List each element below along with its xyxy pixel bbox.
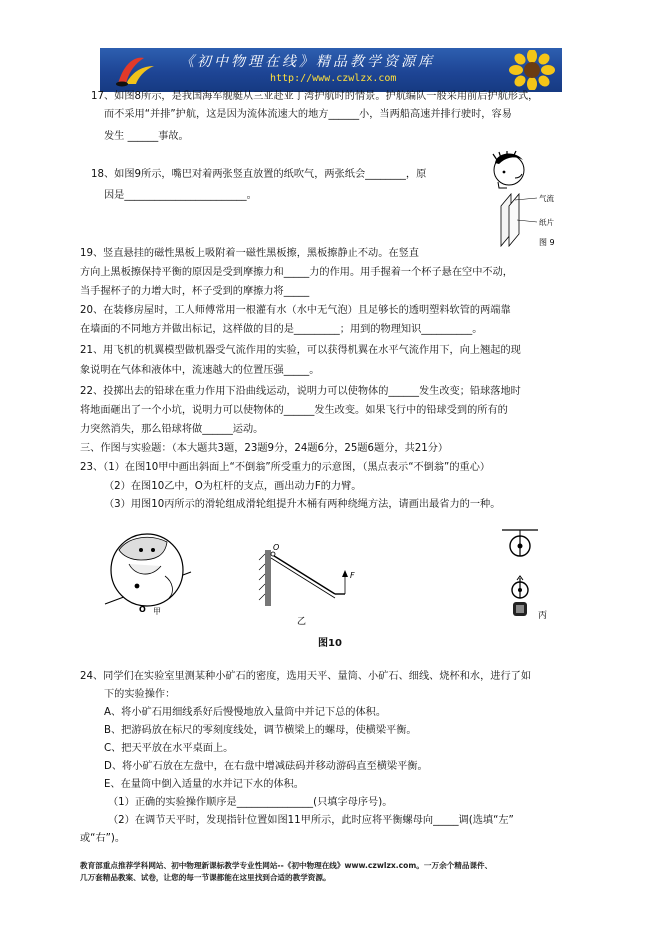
text-line: 20、在装修房屋时，工人师傅常用一根灌有水（水中无气泡）且足够长的透明塑料软管的两端靠 [80, 305, 511, 316]
text-line: C、把天平放在水平桌面上。 [104, 743, 234, 754]
fixed-pulley-icon [510, 536, 530, 556]
fig10-label-bing: 丙 [538, 611, 548, 621]
text-line: E、在量筒中倒入适量的水并记下水的体积。 [104, 779, 304, 790]
figure-10-bing [498, 528, 568, 628]
text-line: （3）用图10丙所示的滑轮组成滑轮组提升木桶有两种绕绳方法，请画出最省力的一种。 [104, 499, 501, 510]
footer-line-1: 教育部重点推荐学科网站、初中物理新课标教学专业性网站--《初中物理在线》www.czwlzx.com。一万余个精品课件、 [80, 861, 493, 870]
movable-pulley-icon [512, 576, 528, 598]
text-line: 因是________________________。 [104, 190, 257, 201]
text-line: 下的实验操作： [104, 689, 176, 700]
tumbler-doll [111, 534, 183, 606]
text-line: 19、竖直悬挂的磁性黑板上吸附着一磁性黑板擦，黑板擦静止不动。在竖直 [80, 248, 419, 259]
text-line: 22、投掷出去的铅球在重力作用下沿曲线运动，说明力可以使物体的______发生改变；铅球落地时 [80, 386, 521, 397]
logo-icon [114, 54, 158, 88]
fig10-label-f: F [350, 571, 355, 580]
fig10-label-o2: O [273, 543, 280, 552]
text-line: 18、如图9所示，嘴巴对着两张竖直放置的纸吹气，两张纸会________，原 [91, 169, 427, 180]
text-line: 而不采用“并排”护航，这是因为流体流速大的地方______小，当两船高速并排行驶时，容易 [104, 109, 512, 120]
fig9-label-paper: 纸片 [539, 218, 554, 227]
bucket-icon [513, 602, 527, 616]
text-line: 或“右”)。 [80, 833, 126, 844]
text-line: 当手握杯子的力增大时，杯子受到的摩擦力将_____ [80, 286, 310, 297]
text-line: 方向上黑板擦保持平衡的原因是受到摩擦力和_____力的作用。用手握着一个杯子悬在空中不动， [80, 267, 513, 278]
text-line: 21、用飞机的机翼模型做机器受气流作用的实验，可以获得机翼在水平气流作用下，向上翘起的现 [80, 345, 521, 356]
fig9-caption: 图 9 [539, 238, 555, 247]
text-line: D、将小矿石放在左盘中，在右盘中增减砝码并移动游码直至横梁平衡。 [104, 761, 428, 772]
text-line: （1）正确的实验操作顺序是_______________(只填字母序号)。 [108, 797, 393, 808]
footer-line-2: 几万套精品教案、试卷，让您的每一节课都能在这里找到合适的教学资源。 [80, 873, 331, 882]
figure-10-yi [255, 540, 375, 630]
text-line: A、将小矿石用细线系好后慢慢地放入量筒中并记下总的体积。 [104, 707, 387, 718]
text-line: 23、（1）在图10甲中画出斜面上“不倒翁”所受重力的示意图，（黑点表示“不倒翁”的重心） [80, 462, 491, 473]
header-banner [100, 48, 562, 92]
text-line: 将地面砸出了一个小坑，说明力可以使物体的______发生改变。如果飞行中的铅球受到的所有的 [80, 405, 508, 416]
figure-10-jia [95, 526, 195, 626]
header-url: http://www.czwlzx.com [270, 73, 397, 84]
sunflower-icon [508, 50, 556, 90]
fig10-label-o1: O [139, 605, 146, 614]
text-line: 在墙面的不同地方并做出标记，这样做的目的是_________；用到的物理知识__________。 [80, 324, 483, 335]
text-line: （2）在调节天平时，发现指针位置如图11甲所示，此时应将平衡螺母向_____调(选填“左” [108, 815, 514, 826]
text-line: （2）在图10乙中，O为杠杆的支点，画出动力F的力臂。 [104, 481, 362, 492]
fig10-label-yi: 乙 [297, 617, 307, 627]
face-icon [493, 151, 524, 188]
paper-sheets [501, 194, 519, 246]
text-line: 17、如图8所示，是我国海军舰艇从三亚赴亚丁湾护航时的情景。护航编队一般采用前后护航形式， [91, 91, 539, 102]
text-line: 发生 ______事故。 [104, 131, 189, 142]
header-title: 《初中物理在线》精品教学资源库 [180, 54, 435, 70]
text-line: 24、同学们在实验室里测某种小矿石的密度，选用天平、量筒、小矿石、细线、烧杯和水，进行了如 [80, 671, 532, 682]
fig9-label-airflow: 气流 [539, 194, 554, 203]
text-line: 三、作图与实验题：（本大题共3题，23题9分，24题6分，25题6题分，共21分） [80, 443, 449, 454]
fig10-label-jia: 甲 [153, 607, 161, 616]
text-line: 象说明在气体和液体中，流速越大的位置压强_____。 [80, 365, 320, 376]
center-of-gravity-dot [135, 584, 140, 589]
fig10-caption: 图10 [318, 638, 342, 649]
text-line: 力突然消失，那么铅球将做______运动。 [80, 424, 264, 435]
text-line: B、把游码放在标尺的零刻度线处，调节横梁上的螺母，使横梁平衡。 [104, 725, 417, 736]
figure-9 [485, 148, 575, 250]
